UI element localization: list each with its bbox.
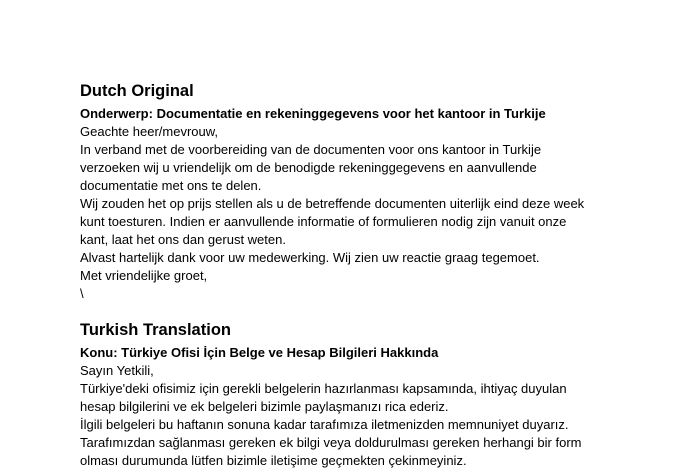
turkish-section-title: Turkish Translation	[80, 321, 231, 339]
dutch-line: Wij zouden het op prijs stellen als u de betreffende documenten uiterlijk eind deze week	[80, 196, 585, 211]
turkish-line: Sayın Yetkili,	[80, 363, 154, 378]
dutch-line: Alvast hartelijk dank voor uw medewerking. Wij zien uw reactie graag tegemoet.	[80, 250, 540, 265]
dutch-subject-line: Onderwerp: Documentatie en rekeninggegevens voor het kantoor in Turkije	[80, 106, 546, 121]
dutch-line: Geachte heer/mevrouw,	[80, 124, 219, 139]
turkish-line: olması durumunda lütfen bizimle iletişime geçmekten çekinmeyiniz.	[80, 453, 467, 468]
turkish-line: Türkiye'deki ofisimiz için gerekli belgelerin hazırlanması kapsamında, ihtiyaç duyulan	[80, 381, 567, 396]
dutch-line: documentatie met ons te delen.	[80, 178, 262, 193]
turkish-line: hesap bilgilerini ve ek belgeleri bizimle paylaşmanızı rica ederiz.	[80, 399, 449, 414]
dutch-section	[80, 80, 660, 303]
dutch-line: kunt toesturen. Indien er aanvullende informatie of formulieren nodig zijn vanuit onze	[80, 214, 567, 229]
turkish-line: Tarafımızdan sağlanması gereken ek bilgi veya doldurulması gereken herhangi bir form	[80, 435, 582, 450]
turkish-subject-line: Konu: Türkiye Ofisi İçin Belge ve Hesap Bilgileri Hakkında	[80, 345, 439, 360]
turkish-line: İlgili belgeleri bu haftanın sonuna kadar tarafımıza iletmenizden memnuniyet duyarız.	[80, 417, 569, 432]
dutch-line: In verband met de voorbereiding van de documenten voor ons kantoor in Turkije	[80, 142, 542, 157]
turkish-section	[80, 319, 660, 470]
document-page	[80, 80, 660, 470]
dutch-line: kant, laat het ons dan gerust weten.	[80, 232, 286, 247]
dutch-line: verzoeken wij u vriendelijk om de benodigde rekeninggegevens en aanvullende	[80, 160, 537, 175]
dutch-line: \	[80, 286, 84, 301]
dutch-line: Met vriendelijke groet,	[80, 268, 208, 283]
section-spacer	[80, 303, 660, 319]
dutch-section-title: Dutch Original	[80, 82, 194, 100]
